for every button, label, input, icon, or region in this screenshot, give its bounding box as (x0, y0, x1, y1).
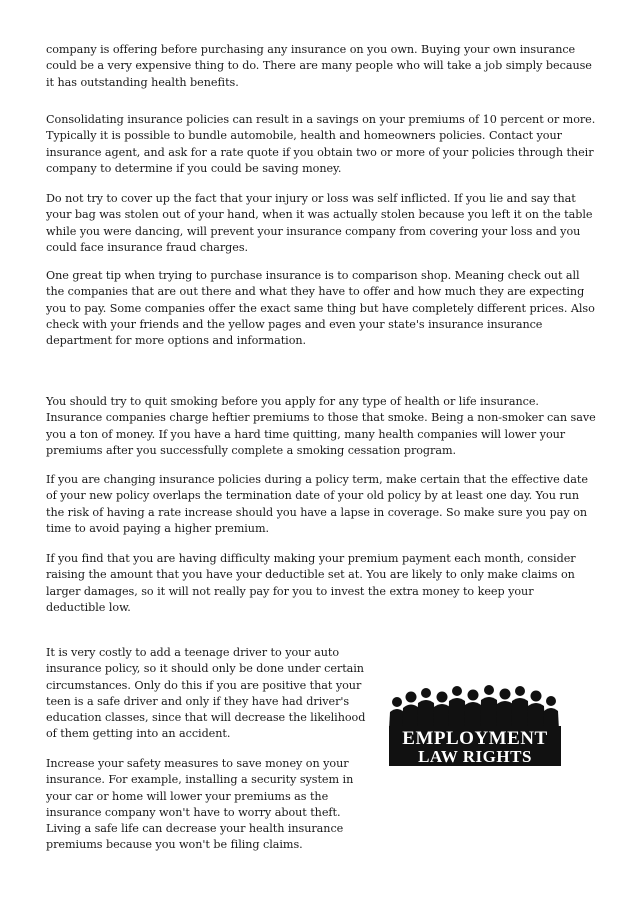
paragraph-3: Do not try to cover up the fact that your injury or loss was self inflicted. If you lie and say that your bag was stolen out of your hand, when it was actually stolen because you left it on the table while you were dancing, will prevent your insurance company from covering your loss and you could face insurance fraud charges. (46, 192, 593, 254)
paragraph-2: Consolidating insurance policies can result in a savings on your premiums of 10 percent or more. Typically it is possible to bundle automobile, health and homeowners policies. Contact your insurance agent, and ask for a rate quote if you obtain two or more of your policies through their company to determine if you could be saving money. (46, 113, 596, 175)
paragraph-5: You should try to quit smoking before you apply for any type of health or life insurance. Insurance companies charge heftier premiums to those that smoke. Being a non-smoker can save you a ton of money. If you have a hard time quitting, many health companies will lower your premiums after you successfully complete a smoking cessation program. (46, 395, 596, 457)
paragraph-1: company is offering before purchasing any insurance on you own. Buying your own insurance could be a very expensive thing to do. There are many people who will take a job simply because it has outstanding health benefits. (46, 43, 592, 89)
paragraph-8: It is very costly to add a teenage driver to your auto insurance policy, so it should only be done under certain circumstances. Only do this if you are positive that your teen is a safe driver and only if they have had driver's education classes, since that will decrease the likelihood of them getting into an accident. (46, 646, 366, 741)
employment-law-rights-logo (387, 682, 567, 768)
paragraph-7: If you find that you are having difficulty making your premium payment each month, consider raising the amount that you have your deductible set at. You are likely to only make claims on larger damages, so it will not really pay for you to invest the extra money to keep your deductible low. (46, 552, 576, 614)
logo-line-2: LAW RIGHTS (418, 747, 532, 766)
logo-graphic (387, 682, 567, 768)
paragraph-9: Increase your safety measures to save money on your insurance. For example, installing a security system in your car or home will lower your premiums as the insurance company won't have to worry about theft. Living a safe life can decrease your health insurance premiums because you won't be filing claims. (46, 757, 354, 852)
paragraph-6: If you are changing insurance policies during a policy term, make certain that the effective date of your new policy overlaps the termination date of your old policy by at least one day. You run the risk of having a rate increase should you have a lapse in coverage. So make sure you pay on time to avoid paying a higher premium. (46, 473, 588, 535)
logo-line-1: EMPLOYMENT (402, 728, 548, 749)
paragraph-4: One great tip when trying to purchase insurance is to comparison shop. Meaning check out all the companies that are out there and what they have to offer and how much they are expecting you to pay. Some companies offer the exact same thing but have completely different prices. Also check with your friends and the yellow pages and even your state's insurance insurance department for more options and information. (46, 269, 595, 348)
